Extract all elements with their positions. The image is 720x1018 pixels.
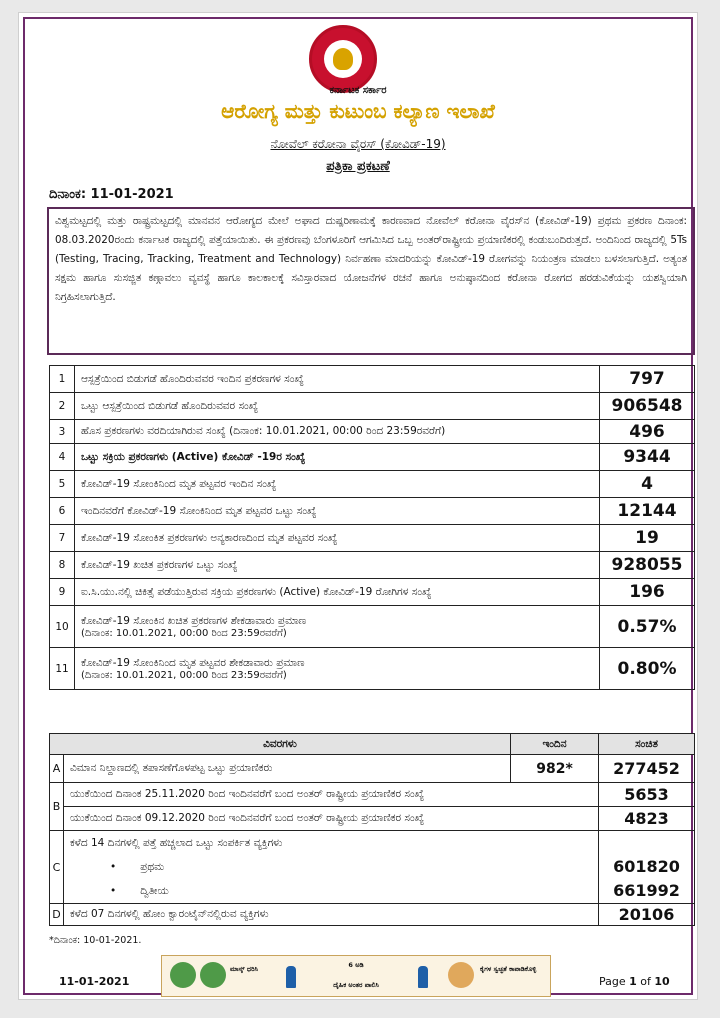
person-icon: [418, 966, 428, 988]
today-value: 982*: [511, 755, 599, 783]
row-label-cell: [75, 393, 600, 420]
row-value: 928055: [600, 552, 695, 579]
table-row: [50, 393, 695, 420]
row-label: ಕೋವಿಡ್-19 ಖಚಿತ ಪ್ರಕರಣಗಳ ಒಟ್ಟು ಸಂಖ್ಯೆ: [81, 558, 238, 571]
secondary-contacts-label: • ದ್ವಿತೀಯ: [70, 879, 592, 903]
header-details: ವಿವರಗಳು: [50, 734, 511, 755]
header-today: ಇಂದಿನ: [511, 734, 599, 755]
row-label: ಕೋವಿಡ್-19 ಸೋಂಕಿನಿಂದ ಮೃತ ಪಟ್ಟವರ ಶೇಕಡಾವಾರು ಪ್ರಮಾಣ: [81, 656, 305, 669]
footer-date: 11-01-2021: [59, 975, 130, 988]
table-row: [50, 831, 695, 904]
row-letter: C: [50, 831, 64, 904]
intro-paragraph: ವಿಶ್ವಮಟ್ಟದಲ್ಲಿ ಮತ್ತು ರಾಷ್ಟ್ರಮಟ್ಟದಲ್ಲಿ ಮಾನವನ ಆರೋಗ್ಯದ ಮೇಲೆ ಅಘಾದ ದುಷ್ಪರಿಣಾಮಕ್ಕೆ ಕಾರಣವಾದ ನೋವೆಲ್ ಕರೋನಾ ವೈರಸ್‌ನ (ಕೋವಿಡ್-19) ಪ್ರಥಮ ಪ್ರಕರಣ ದಿನಾಂಕ: 08.03.2020ರಂದು ಕರ್ನಾಟಕ ರಾಜ್ಯದಲ್ಲಿ ಪತ್ತೆಯಾಯಿತು. ಈ ಪ್ರಕರಣವು ಬೆಂಗಳೂರಿಗೆ ಆಗಮಿಸಿದ ಒಬ್ಬ ಅಂತರ್‌ರಾಷ್ಟ್ರೀಯ ಪ್ರಯಾಣಿಕರಲ್ಲಿ ಕಂಡುಬಂದಿರುತ್ತದೆ. ಅಂದಿನಿಂದ ರಾಜ್ಯದಲ್ಲಿ 5Ts (Testing, Tracing, Tracking, Treatment and Technology) ನಿರ್ವಹಣಾ ಮಾದರಿಯನ್ನು ಕೋವಿಡ್-19 ರೋಗವನ್ನು ನಿಯಂತ್ರಣ ಮಾಡಲು ಬಳಸಲಾಗುತ್ತಿದೆ. ಅತ್ಯಂತ ಸಕ್ಷಮ ಹಾಗೂ ಸುಸಜ್ಜಿತ ಕಣ್ಗಾವಲು ವ್ಯವಸ್ಥೆ ಹಾಗೂ ಕಾಲಕಾಲಕ್ಕೆ ಸವಿಸ್ತಾರವಾದ ಯೋಜನೆಗಳ ರಚನೆ ಹಾಗೂ ಅನುಷ್ಠಾನದಿಂದ ಕರೋನಾ ರೋಗದ ಹರಡುವಿಕೆಯನ್ನು ಯಶಸ್ವಿಯಾಗಿ ನಿಗ್ರಹಿಸಲಾಗುತ್ತಿದೆ.: [47, 207, 695, 355]
row-number: 2: [50, 393, 75, 420]
release-date: ದಿನಾಂಕ: 11-01-2021: [49, 187, 174, 202]
covid-safety-banner: [161, 955, 551, 997]
row-letter: A: [50, 755, 64, 783]
mask-icon: [200, 962, 226, 988]
table-row: [50, 648, 695, 690]
hand-wash-icon: [448, 962, 474, 988]
row-label: ಕೋವಿಡ್-19 ಸೋಂಕಿನಿಂದ ಮೃತ ಪಟ್ಟವರ ಇಂದಿನ ಸಂಖ್ಯೆ: [81, 477, 277, 490]
row-label-cell: [75, 498, 600, 525]
row-number: 4: [50, 444, 75, 471]
row-value: 496: [600, 420, 695, 444]
subtitle: ನೋವೆಲ್ ಕರೋನಾ ವೈರಸ್ (ಕೋವಿಡ್-19): [270, 137, 446, 151]
page-number: [599, 975, 670, 988]
footnote: *ದಿನಾಂಕ: 10-01-2021.: [49, 935, 142, 946]
row-label-cell: [75, 525, 600, 552]
row-label-cell: [75, 648, 600, 690]
row-value: 797: [600, 366, 695, 393]
row-value: 0.80%: [600, 648, 695, 690]
department-title: ಆರೋಗ್ಯ ಮತ್ತು ಕುಟುಂಬ ಕಲ್ಯಾಣ ಇಲಾಖೆ: [221, 99, 495, 123]
row-label: ಇಂದಿನವರೆಗೆ ಕೋವಿಡ್-19 ಸೋಂಕಿನಿಂದ ಮೃತ ಪಟ್ಟವರ ಒಟ್ಟು ಸಂಖ್ಯೆ: [81, 504, 317, 517]
banner-mask-text: ಮಾಸ್ಕ್ ಧರಿಸಿ: [230, 965, 258, 973]
row-value: 9344: [600, 444, 695, 471]
government-seal-icon: [309, 25, 377, 93]
secondary-contacts-value: 661992: [613, 881, 680, 900]
row-label: ಯುಕೆಯಿಂದ ದಿನಾಂಕ 25.11.2020 ರಿಂದ ಇಂದಿನವರೆಗೆ ಬಂದ ಅಂತರ್ ರಾಷ್ಟ್ರೀಯ ಪ್ರಯಾಣಿಕರ ಸಂಖ್ಯೆ: [64, 783, 599, 807]
press-release-heading: ಪತ್ರಿಕಾ ಪ್ರಕಟಣೆ: [326, 159, 390, 174]
page-current: 1: [629, 975, 637, 988]
row-label: ಒಟ್ಟು ಆಸ್ಪತ್ರೆಯಿಂದ ಬಿಡುಗಡೆ ಹೊಂದಿರುವವರ ಸಂಖ್ಯೆ: [81, 399, 259, 412]
row-number: 10: [50, 606, 75, 648]
page-sep: of: [640, 975, 651, 988]
row-value: 4: [600, 471, 695, 498]
primary-contacts-label: • ಪ್ರಥಮ: [70, 855, 592, 879]
press-release-page: [18, 12, 698, 1000]
government-name: ಕರ್ನಾಟಕ ಸರ್ಕಾರ: [329, 85, 387, 96]
row-label: ಯುಕೆಯಿಂದ ದಿನಾಂಕ 09.12.2020 ರಿಂದ ಇಂದಿನವರೆಗೆ ಬಂದ ಅಂತರ್ ರಾಷ್ಟ್ರೀಯ ಪ್ರಯಾಣಿಕರ ಸಂಖ್ಯೆ: [64, 807, 599, 831]
primary-contacts-value: 601820: [613, 857, 680, 876]
banner-distance-value: 6 ಅಡಿ: [348, 961, 364, 969]
cumulative-value: 4823: [599, 807, 695, 831]
row-label: ಹೊಸ ಪ್ರಕರಣಗಳು ವರದಿಯಾಗಿರುವ ಸಂಖ್ಯೆ (ದಿನಾಂಕ: 10.01.2021, 00:00 ರಿಂದ 23:59ರವರೆಗೆ): [81, 425, 446, 437]
banner-distance-text: ದೈಹಿಕ ಅಂತರ ಪಾಲಿಸಿ: [333, 981, 379, 989]
row-value: 0.57%: [600, 606, 695, 648]
row-label-cell: [75, 444, 600, 471]
table-row: [50, 471, 695, 498]
row-date-range: (ದಿನಾಂಕ: 10.01.2021, 00:00 ರಿಂದ 23:59ರವರೆಗೆ): [81, 669, 287, 681]
table-row: [50, 444, 695, 471]
row-label: ಕೋವಿಡ್-19 ಸೋಂಕಿನ ಖಚಿತ ಪ್ರಕರಣಗಳ ಶೇಕಡಾವಾರು ಪ್ರಮಾಣ: [81, 614, 307, 627]
row-label: ವಿಮಾನ ನಿಲ್ದಾಣದಲ್ಲಿ ತಪಾಸಣೆಗೊಳಪಟ್ಟ ಒಟ್ಟು ಪ್ರಯಾಣಿಕರು: [64, 755, 511, 783]
table-row: [50, 783, 695, 807]
row-number: 8: [50, 552, 75, 579]
row-number: 11: [50, 648, 75, 690]
row-label-cell: [75, 471, 600, 498]
banner-distance: [300, 960, 412, 990]
row-letter: B: [50, 783, 64, 831]
table-row: [50, 552, 695, 579]
row-number: 5: [50, 471, 75, 498]
row-label-cell: [75, 552, 600, 579]
cumulative-value: 5653: [599, 783, 695, 807]
person-icon: [286, 966, 296, 988]
row-label-group: [64, 831, 599, 904]
row-value: 12144: [600, 498, 695, 525]
header-cumulative: ಸಂಚಿತ: [599, 734, 695, 755]
row-value: 906548: [600, 393, 695, 420]
table-row: [50, 525, 695, 552]
row-label: ಕೋವಿಡ್-19 ಸೋಂಕಿತ ಪ್ರಕರಣಗಳು ಅನ್ಯಕಾರಣದಿಂದ ಮೃತ ಪಟ್ಟವರ ಸಂಖ್ಯೆ: [81, 531, 338, 544]
row-label: ಆಸ್ಪತ್ರೆಯಿಂದ ಬಿಡುಗಡೆ ಹೊಂದಿರುವವರ ಇಂದಿನ ಪ್ರಕರಣಗಳ ಸಂಖ್ಯೆ: [81, 372, 304, 385]
table-row: [50, 807, 695, 831]
table-row: [50, 498, 695, 525]
page-border: [23, 17, 693, 995]
row-label: ಒಟ್ಟು ಸಕ್ರಿಯ ಪ್ರಕರಣಗಳು (Active) ಕೋವಿಡ್ -19ರ ಸಂಖ್ಯೆ: [81, 450, 306, 463]
details-table: [49, 733, 695, 926]
row-label-cell: [75, 579, 600, 606]
page-total: 10: [654, 975, 670, 988]
table-row: [50, 755, 695, 783]
row-label-cell: [75, 606, 600, 648]
contacts-values: [599, 831, 695, 904]
table-row: [50, 579, 695, 606]
cumulative-value: 277452: [599, 755, 695, 783]
statistics-table: [49, 365, 695, 690]
banner-hands-text: ಕೈಗಳ ಸ್ವಚ್ಛತೆ ಕಾಪಾಡಿಕೊಳ್ಳಿ: [480, 965, 537, 973]
table-row: [50, 606, 695, 648]
row-value: 196: [600, 579, 695, 606]
row-label: ಐ.ಸಿ.ಯು.ನಲ್ಲಿ ಚಿಕಿತ್ಸೆ ಪಡೆಯುತ್ತಿರುವ ಸಕ್ರಿಯ ಪ್ರಕರಣಗಳು (Active) ಕೋವಿಡ್-19 ರೋಗಿಗಳ ಸಂಖ್ಯೆ: [81, 585, 432, 598]
table-row: [50, 366, 695, 393]
row-value: 19: [600, 525, 695, 552]
row-number: 1: [50, 366, 75, 393]
row-label: ಕಳೆದ 07 ದಿನಗಳಲ್ಲಿ ಹೋಂ ಕ್ವಾರಂಟೈನ್‌ನಲ್ಲಿರುವ ವ್ಯಕ್ತಿಗಳು: [64, 904, 599, 926]
table-row: [50, 420, 695, 444]
row-label-cell: [75, 366, 600, 393]
table-row: [50, 904, 695, 926]
row-letter: D: [50, 904, 64, 926]
row-date-range: (ದಿನಾಂಕ: 10.01.2021, 00:00 ರಿಂದ 23:59ರವರೆಗೆ): [81, 627, 287, 639]
row-number: 3: [50, 420, 75, 444]
row-label: ಕಳೆದ 14 ದಿನಗಳಲ್ಲಿ ಪತ್ತೆ ಹಚ್ಚಲಾದ ಒಟ್ಟು ಸಂಪರ್ಕಿತ ವ್ಯಕ್ತಿಗಳು: [70, 837, 283, 849]
page-prefix: Page: [599, 975, 626, 988]
mask-icon: [170, 962, 196, 988]
row-number: 6: [50, 498, 75, 525]
row-number: 9: [50, 579, 75, 606]
row-number: 7: [50, 525, 75, 552]
row-label-cell: [75, 420, 600, 444]
cumulative-value: 20106: [599, 904, 695, 926]
